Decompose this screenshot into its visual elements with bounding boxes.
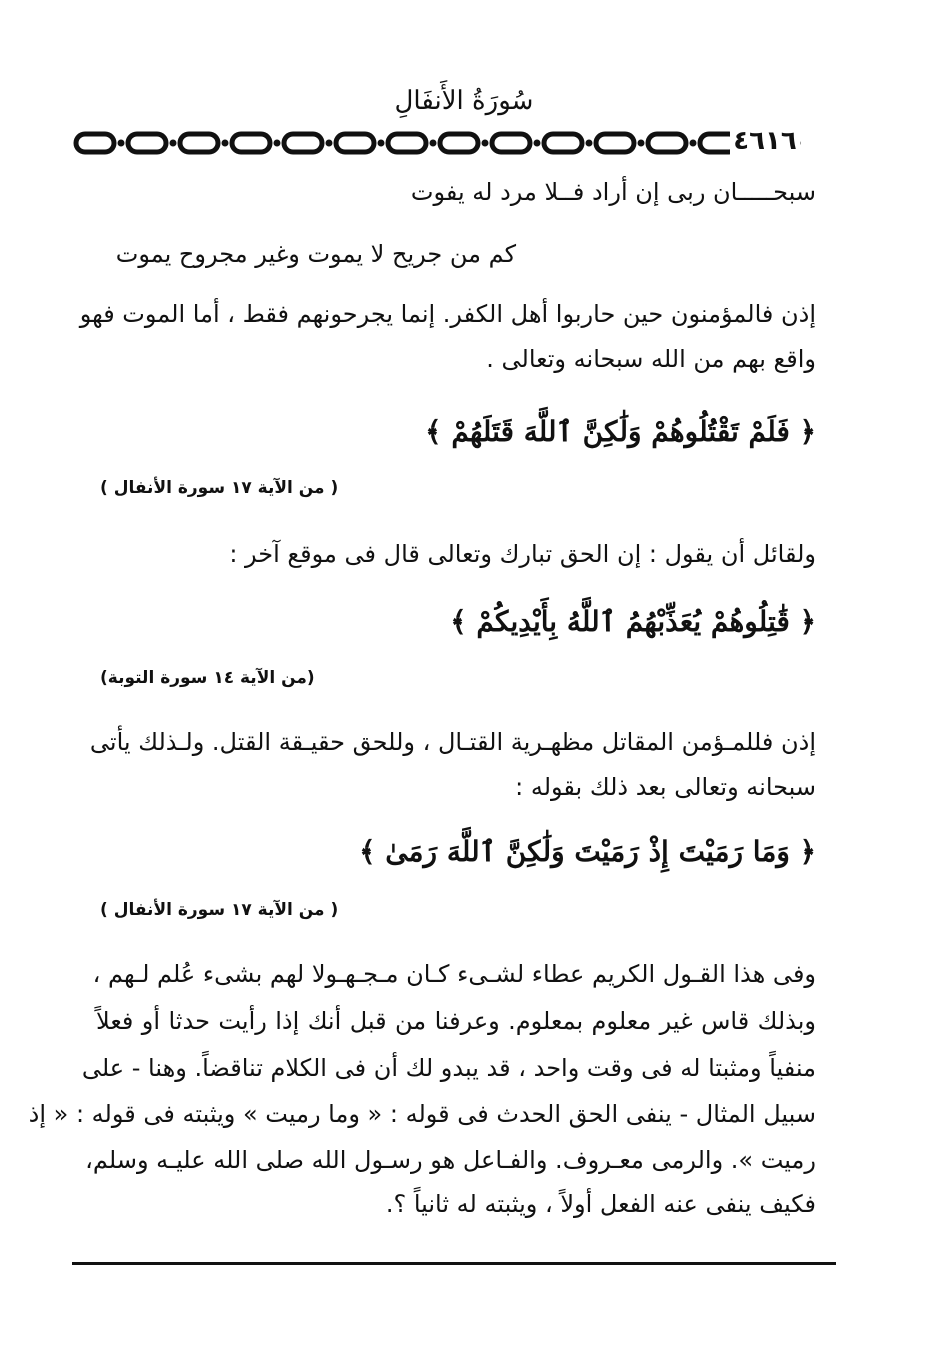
verse-3-reference: ( من الآية ١٧ سورة الأنفال ): [100, 900, 339, 920]
chain-dot: [326, 140, 333, 147]
chain-dot: [430, 140, 437, 147]
chain-link: [388, 134, 426, 152]
chain-link: [648, 134, 686, 152]
verse-1-reference: ( من الآية ١٧ سورة الأنفال ): [100, 478, 339, 498]
chain-link: [492, 134, 530, 152]
chain-link: [440, 134, 478, 152]
chain-dot: [274, 140, 281, 147]
chain-link: [284, 134, 322, 152]
chain-link: [596, 134, 634, 152]
paragraph-4-line-4: سبيل المثال - ينفى الحق الحدث فى قوله : « وما رميت » ويثبته فى قوله : « إذ: [28, 1100, 816, 1128]
paragraph-1-line-1: إذن فالمؤمنون حين حاربوا أهل الكفر. إنما يجرحونهم فقط ، أما الموت فهو: [79, 300, 816, 328]
quran-verse-2: ﴿ قَٰتِلُوهُمْ يُعَذِّبْهُمُ ٱللَّهُ بِأَيْدِيكُمْ ﴾: [450, 605, 816, 638]
surah-title: سُورَةُ الأَنفَالِ: [394, 86, 534, 116]
chain-dot: [586, 140, 593, 147]
quran-verse-1: ﴿ فَلَمْ تَقْتُلُوهُمْ وَلَٰكِنَّ ٱللَّهَ قَتَلَهُمْ ﴾: [425, 415, 816, 448]
chain-link: [544, 134, 582, 152]
chain-dot: [378, 140, 385, 147]
paragraph-3-line-2: سبحانه وتعالى بعد ذلك بقوله :: [515, 773, 816, 801]
paragraph-1-line-2: واقع بهم من الله سبحانه وتعالى .: [486, 345, 816, 373]
page-number: ٤٦١٦: [730, 126, 800, 156]
paragraph-2-line-1: ولقائل أن يقول : إن الحق تبارك وتعالى قال فى موقع آخر :: [229, 540, 816, 568]
chain-link: [76, 134, 114, 152]
quran-verse-3: ﴿ وَمَا رَمَيْتَ إِذْ رَمَيْتَ وَلَٰكِنَّ ٱللَّهَ رَمَىٰ ﴾: [359, 835, 816, 868]
paragraph-4-line-2: وبذلك قاس غير معلوم بمعلوم. وعرفنا من قبل أنك إذا رأيت حدثا أو فعلاً: [96, 1007, 816, 1035]
chain-link: [232, 134, 270, 152]
chain-dot: [118, 140, 125, 147]
ornamental-header-band: [72, 128, 842, 158]
chain-dot: [222, 140, 229, 147]
paragraph-4-line-3: منفياً ومثبتا له فى وقت واحد ، قد يبدو لك أن فى الكلام تناقضاً. وهنا - على: [81, 1054, 816, 1082]
verse-2-reference: (من الآية ١٤ سورة التوبة): [100, 668, 315, 688]
bottom-rule: [72, 1262, 836, 1265]
paragraph-4-line-6: فكيف ينفى عنه الفعل أولاً ، ويثبته له ثانياً ؟.: [385, 1190, 816, 1218]
chain-link: [128, 134, 166, 152]
poem-line-2: كم من جريح لا يموت وغير مجروح يموت: [115, 240, 516, 268]
chain-link: [336, 134, 374, 152]
paragraph-4-line-5: رميت ». والرمى معـروف. والفـاعل هو رسـول الله صلى الله عليـه وسلم،: [85, 1146, 816, 1174]
paragraph-3-line-1: إذن فللمـؤمن المقاتل مظهـرية القتـال ، وللحق حقيـقة القتل. ولـذلك يأتى: [89, 728, 816, 756]
chain-dot: [534, 140, 541, 147]
chain-dot: [482, 140, 489, 147]
chain-dot: [170, 140, 177, 147]
chain-dot: [690, 140, 697, 147]
chain-link: [180, 134, 218, 152]
chain-dot: [638, 140, 645, 147]
paragraph-4-line-1: وفى هذا القـول الكريم عطاء لشـىء كـان مـجـهـولا لهم بشىء عُلم لـهم ،: [92, 960, 816, 988]
poem-line-1: سبحـــــان ربى إن أراد فــلا مرد له يفوت: [410, 178, 816, 206]
